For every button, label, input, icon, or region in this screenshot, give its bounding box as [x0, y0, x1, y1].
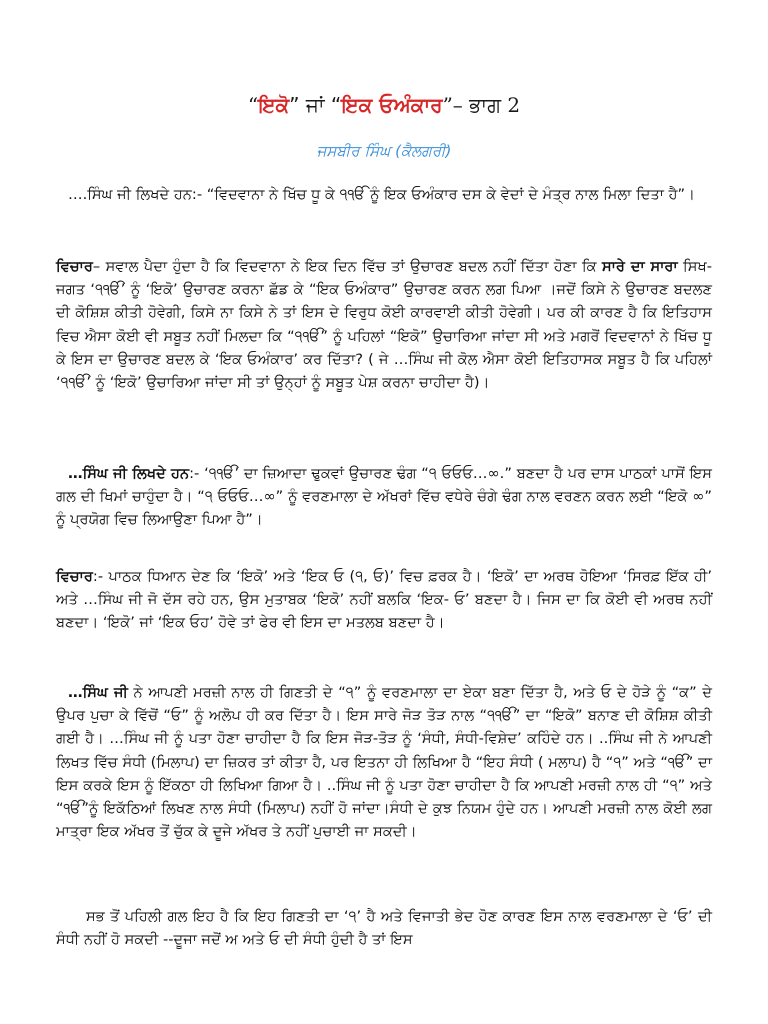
paragraph-1-text: ….ਸਿੰਘ ਜੀ ਲਿਖਦੇ ਹਨ:- “ਵਿਦਵਾਨਾ ਨੇ ਖਿੱਚ ਧੂ ਕੇ ੧ੴ ਨੂੰ ਇਕ ਓਅੰਕਾਰ ਦਸ ਕੇ ਵੇਦਾਂ ਦੇ ਮੰਤ੍ਰ ਨਾਲ ਮਿਲਾ ਦਿਤਾ ਹੈ”। — [68, 186, 695, 203]
title-part-suffix: ”– ਭਾਗ 2 — [442, 93, 521, 117]
paragraph-1 — [56, 183, 712, 206]
paragraph-3-bold: …ਸਿੰਘ ਜੀ ਲਿਖਦੇ ਹਨ — [68, 465, 190, 482]
paragraph-2 — [56, 255, 712, 394]
paragraph-2-text-a: – ਸਵਾਲ ਪੈਦਾ ਹੁੰਦਾ ਹੈ ਕਿ ਵਿਦਵਾਨਾ ਨੇ ਇਕ ਦਿਨ ਵਿੱਚ ਤਾਂ ਉਚਾਰਣ ਬਦਲ ਨਹੀਂ ਦਿੱਤਾ ਹੋਣਾ ਕਿ — [92, 258, 603, 275]
paragraph-2-text-b: ਸਿਖ-ਜਗਤ ‘੧ੴ’ ਨੂੰ ‘ਇਕੋ’ ਉਚਾਰਣ ਕਰਨਾ ਛੱਡ ਕੇ “ਇਕ ਓਅੰਕਾਰ” ਉਚਾਰਣ ਕਰਨ ਲਗ ਪਿਆ ।ਜਦੋਂ ਕਿਸੇ ਨੇ ਉਚਾਰਣ ਬਦਲਣ ਦੀ ਕੋਸ਼ਿਸ਼ ਕੀਤੀ ਹੋਵੇਗੀ, ਕਿਸੇ ਨਾ ਕਿਸੇ ਨੇ ਤਾਂ ਇਸ ਦੇ ਵਿਰੁਧ ਕੋਈ ਕਾਰਵਾਈ ਕੀਤੀ ਹੋਵੇਗੀ। ਪਰ ਕੀ ਕਾਰਣ ਹੈ ਕਿ ਇਤਿਹਾਸ ਵਿਚ ਐਸਾ ਕੋਈ ਵੀ ਸਬੂਤ ਨਹੀਂ ਮਿਲਦਾ ਕਿ “੧ੴ” ਨੂੰ ਪਹਿਲਾਂ “ਇਕੋ” ਉਚਾਰਿਆ ਜਾਂਦਾ ਸੀ ਅਤੇ ਮਗਰੋਂ ਵਿਦਵਾਨਾਂ ਨੇ ਖਿੱਚ ਧੂ ਕੇ ਇਸ ਦਾ ਉਚਾਰਣ ਬਦਲ ਕੇ ‘ਇਕ ਓਅੰਕਾਰ’ ਕਰ ਦਿੱਤਾ? ( ਜੇ …ਸਿੰਘ ਜੀ ਕੋਲ ਐਸਾ ਕੋਈ ਇਤਿਹਾਸਕ ਸਬੂਤ ਹੈ ਕਿ ਪਹਿਲਾਂ ‘੧ੴ’ ਨੂੰ ‘ਇਕੋ’ ਉਚਾਰਿਆ ਜਾਂਦਾ ਸੀ ਤਾਂ ਉਨ੍ਹਾਂ ਨੂੰ ਸਬੂਤ ਪੇਸ਼ ਕਰਨਾ ਚਾਹੀਦਾ ਹੈ)। — [56, 258, 712, 392]
paragraph-3-text: :- ‘੧ੴ’ ਦਾ ਜ਼ਿਆਦਾ ਢੁਕਵਾਂ ਉਚਾਰਣ ਢੰਗ “੧ ਓਓਓ…∞.” ਬਣਦਾ ਹੈ ਪਰ ਦਾਸ ਪਾਠਕਾਂ ਪਾਸੋਂ ਇਸ ਗਲ ਦੀ ਖਿਮਾਂ ਚਾਹੁੰਦਾ ਹੈ। “੧ ਓਓਓ…∞” ਨੂੰ ਵਰਣਮਾਲਾ ਦੇ ਅੱਖਰਾਂ ਵਿੱਚ ਵਧੇਰੇ ਚੰਗੇ ਢੰਗ ਨਾਲ ਵਰਣਨ ਕਰਨ ਲਈ “ਇਕੋ ∞” ਨੂੰ ਪ੍ਰਯੋਗ ਵਿਚ ਲਿਆਉਣਾ ਪਿਆ ਹੈ”। — [56, 465, 712, 529]
paragraph-4 — [56, 565, 712, 635]
paragraph-5 — [56, 681, 712, 843]
paragraph-4-label: ਵਿਚਾਰ — [56, 568, 93, 585]
paragraph-6 — [56, 905, 712, 951]
paragraph-4-text: :- ਪਾਠਕ ਧਿਆਨ ਦੇਣ ਕਿ ‘ਇਕੋ’ ਅਤੇ ‘ਇਕ ਓ (੧, ਓ)’ ਵਿਚ ਫ਼ਰਕ ਹੈ। ‘ਇਕੋ’ ਦਾ ਅਰਥ ਹੋਇਆ ‘ਸਿਰਫ਼ ਇੱਕ ਹੀ’ ਅਤੇ …ਸਿੰਘ ਜੀ ਜੋ ਦੱਸ ਰਹੇ ਹਨ, ਉਸ ਮੁਤਾਬਕ ‘ਇਕੋ’ ਨਹੀਂ ਬਲਕਿ ‘ਇਕ- ਓ’ ਬਣਦਾ ਹੈ। ਜਿਸ ਦਾ ਕਿ ਕੋਈ ਵੀ ਅਰਥ ਨਹੀਂ ਬਣਦਾ। ‘ਇਕੋ’ ਜਾਂ ‘ਇਕ ਓਹ’ ਹੋਵੇ ਤਾਂ ਫੇਰ ਵੀ ਇਸ ਦਾ ਮਤਲਬ ਬਣਦਾ ਹੈ। — [56, 568, 712, 632]
paragraph-6-text: ਸਭ ਤੋਂ ਪਹਿਲੀ ਗਲ ਇਹ ਹੈ ਕਿ ਇਹ ਗਿਣਤੀ ਦਾ ‘੧’ ਹੈ ਅਤੇ ਵਿਜਾਤੀ ਭੇਦ ਹੋਣ ਕਾਰਣ ਇਸ ਨਾਲ ਵਰਣਮਾਲਾ ਦੇ ‘ਓ’ ਦੀ ਸੰਧੀ ਨਹੀਂ ਹੋ ਸਕਦੀ --ਦੂਜਾ ਜਦੋਂ ਅ ਅਤੇ ਓ ਦੀ ਸੰਧੀ ਹੁੰਦੀ ਹੈ ਤਾਂ ਇਸ — [56, 908, 712, 949]
title-word-iko: ਇਕੋ — [258, 93, 290, 117]
paragraph-5-bold: …ਸਿੰਘ ਜੀ — [68, 684, 128, 701]
paragraph-2-label: ਵਿਚਾਰ — [56, 258, 93, 275]
author-byline: ਜਸਬੀਰ ਸਿੰਘ (ਕੈਲਗਰੀ) — [316, 142, 452, 160]
paragraph-5-text: ਨੇ ਆਪਣੀ ਮਰਜ਼ੀ ਨਾਲ ਹੀ ਗਿਣਤੀ ਦੇ “੧” ਨੂੰ ਵਰਣਮਾਲਾ ਦਾ ਏਕਾ ਬਣਾ ਦਿੱਤਾ ਹੈ, ਅਤੇ ਓ ਦੇ ਹੋੜੇ ਨੂੰ “ਕ” ਦੇ ਉਪਰ ਪੁਚਾ ਕੇ ਵਿੱਚੋਂ “ਓ” ਨੂੰ ਅਲੋਪ ਹੀ ਕਰ ਦਿੱਤਾ ਹੈ। ਇਸ ਸਾਰੇ ਜੋੜ ਤੋੜ ਨਾਲ “੧ੴ” ਦਾ “ਇਕੋ” ਬਨਾਣ ਦੀ ਕੋਸ਼ਿਸ਼ ਕੀਤੀ ਗਈ ਹੈ। …ਸਿੰਘ ਜੀ ਨੂੰ ਪਤਾ ਹੋਣਾ ਚਾਹੀਦਾ ਹੈ ਕਿ ਇਸ ਜੋੜ-ਤੋੜ ਨੂੰ ‘ਸੰਧੀ, ਸੰਧੀ-ਵਿਸ਼ੇਦ’ ਕਹਿੰਦੇ ਹਨ। ..ਸਿੰਘ ਜੀ ਨੇ ਆਪਣੀ ਲਿਖਤ ਵਿੱਚ ਸੰਧੀ (ਮਿਲਾਪ) ਦਾ ਜ਼ਿਕਰ ਤਾਂ ਕੀਤਾ ਹੈ, ਪਰ ਇਤਨਾ ਹੀ ਲਿਖਿਆ ਹੈ “ਇਹ ਸੰਧੀ ( ਮਲਾਪ) ਹੈ “੧” ਅਤੇ “ੴ” ਦਾ ਇਸ ਕਰਕੇ ਇਸ ਨੂੰ ਇੱਕਠਾ ਹੀ ਲਿਖਿਆ ਗਿਆ ਹੈ। ..ਸਿੰਘ ਜੀ ਨੂੰ ਪਤਾ ਹੋਣਾ ਚਾਹੀਦਾ ਹੈ ਕਿ ਆਪਣੀ ਮਰਜ਼ੀ ਨਾਲ ਹੀ “੧” ਅਤੇ “ੴ”ਨੂੰ ਇਕੱਠਿਆਂ ਲਿਖਣ ਨਾਲ ਸੰਧੀ (ਮਿਲਾਪ) ਨਹੀਂ ਹੋ ਜਾਂਦਾ।ਸੰਧੀ ਦੇ ਕੁਝ ਨਿਯਮ ਹੁੰਦੇ ਹਨ। ਆਪਣੀ ਮਰਜ਼ੀ ਨਾਲ ਕੋਈ ਲਗ ਮਾਤ੍ਰਾ ਇਕ ਅੱਖਰ ਤੋਂ ਚੁੱਕ ਕੇ ਦੂਜੇ ਅੱਖਰ ਤੇ ਨਹੀਂ ਪੁਚਾਈ ਜਾ ਸਕਦੀ। — [56, 684, 712, 841]
title-word-ik-oankar: ਇਕ ਓਅੰਕਾਰ — [341, 93, 443, 117]
paragraph-3 — [56, 462, 712, 532]
page-title — [0, 90, 768, 120]
paragraph-2-bold: ਸਾਰੇ ਦਾ ਸਾਰਾ — [602, 258, 678, 275]
title-open-quote: “ — [247, 93, 259, 117]
title-middle: ” ਜਾਂ “ — [289, 93, 342, 117]
